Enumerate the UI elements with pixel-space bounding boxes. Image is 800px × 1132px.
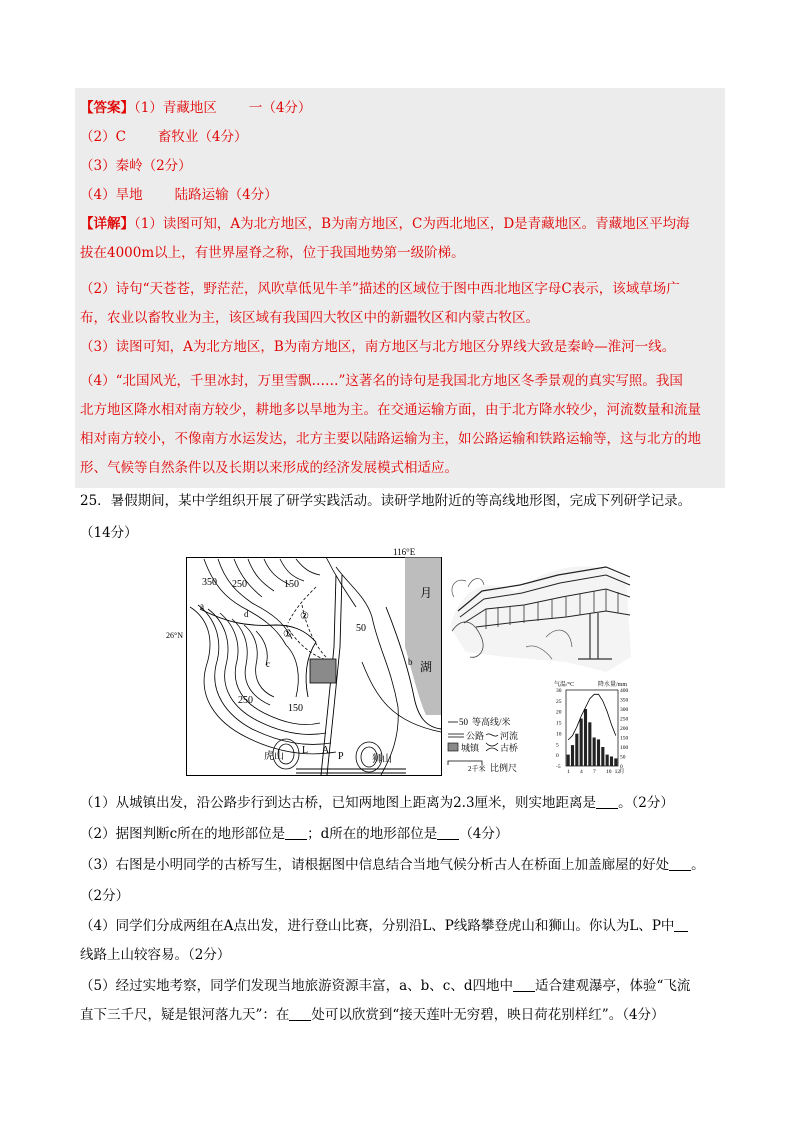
answer-q4b: 陆路运输（4分） xyxy=(174,187,278,203)
temp-tick: 5 xyxy=(556,742,559,749)
detail-p1b: 拔在4000m以上，有世界屋脊之称，位于我国地势第一级阶梯。 xyxy=(80,245,465,261)
subq-3 xyxy=(80,855,705,875)
temp-tick: 0 xyxy=(556,753,559,760)
bridge-sketch xyxy=(450,566,631,672)
subq-5 xyxy=(80,976,690,996)
point-c: c xyxy=(266,659,270,669)
month-tick: 4 xyxy=(580,769,583,775)
point-a: a xyxy=(200,601,204,611)
legend-scale-value: 2千米 xyxy=(468,765,486,773)
label-lat: 26°N xyxy=(166,631,183,640)
answer-line-4 xyxy=(80,185,278,205)
legend-bridge: 古桥 xyxy=(500,743,519,753)
detail-p3: （3）读图可知，A为北方地区，B为南方地区，南方地区与北方地区分界线大致是秦岭—淮河一线。 xyxy=(80,339,676,355)
subq-1 xyxy=(80,793,674,813)
label-250b: 250 xyxy=(238,695,253,706)
answer-tag: 【答案】 xyxy=(80,100,134,116)
temp-tick: 25 xyxy=(556,698,562,705)
subq-4-blank[interactable] xyxy=(674,917,688,932)
subq-1-text: （1）从城镇出发，沿公路步行到达古桥，已知两地图上距离为2.3厘米，则实地距离是 xyxy=(80,795,597,811)
subq-3-score: （2分） xyxy=(80,888,130,904)
precip-tick: 200 xyxy=(620,726,629,732)
subq-3-end: 。 xyxy=(691,857,705,873)
label-P: P xyxy=(338,751,344,762)
detail-p4d: 形、气候等自然条件以及长期以来形成的经济发展模式相适应。 xyxy=(80,460,458,476)
precip-bar-10 xyxy=(606,755,609,766)
detail-p2a: （2）诗句“天苍苍，野茫茫，风吹草低见牛羊”描述的区域位于图中西北地区字母C表示，该域草场广 xyxy=(80,281,680,297)
detail-p1a-text: （1）读图可知，A为北方地区，B为南方地区，C为西北地区，D是青藏地区。青藏地区平均海 xyxy=(134,216,690,232)
subq-2-blank-c[interactable] xyxy=(285,825,307,840)
climate-bars xyxy=(567,709,618,766)
precip-bar-8 xyxy=(597,739,600,766)
temp-tick: 10 xyxy=(556,731,562,738)
label-150a: 150 xyxy=(284,579,299,590)
label-A: A xyxy=(322,745,330,756)
precip-bar-4 xyxy=(580,719,583,767)
question-intro: 25．暑假期间，某中学组织开展了研学实践活动。读研学地附近的等高线地形图，完成下列研学记录。 xyxy=(80,493,692,509)
legend-contour: 等高线/米 xyxy=(472,717,511,727)
subq-3-blank[interactable] xyxy=(669,856,691,871)
figure xyxy=(166,547,634,779)
answer-q1b: 一（4分） xyxy=(248,100,312,116)
temp-tick: -5 xyxy=(556,764,561,770)
detail-p4a: （4）“北国风光，千里冰封，万里雪飘……”这著名的诗句是我国北方地区冬季景观的真实写照。我国 xyxy=(80,373,683,389)
legend-river: 河流 xyxy=(500,731,519,741)
precip-tick: 300 xyxy=(620,707,629,713)
legend-50: 50 xyxy=(459,717,468,727)
climate-chart xyxy=(554,680,629,775)
precip-bar-6 xyxy=(588,722,591,766)
subq-4-cont: 线路上山较容易。（2分） xyxy=(80,947,231,963)
answer-q2b: 畜牧业（4分） xyxy=(157,129,248,145)
precip-bar-11 xyxy=(610,757,613,767)
precip-bar-2 xyxy=(571,745,574,766)
label-yue: 月 xyxy=(420,586,433,600)
detail-p4c: 相对南方较小，不像南方水运发达，北方主要以陆路运输为主，如公路运输和铁路运输等，这与北方的地 xyxy=(80,431,701,447)
precip-tick: 250 xyxy=(620,716,629,723)
answer-line-2 xyxy=(80,127,248,147)
answer-q1: （1）青藏地区 xyxy=(134,100,217,116)
point-d: d xyxy=(244,609,249,619)
subq-5-text-d: 处可以欣赏到“接天莲叶无穷碧，映日荷花别样红”。（4分） xyxy=(311,1007,665,1023)
mark-2: ② xyxy=(300,611,309,622)
precip-tick: 100 xyxy=(620,745,629,751)
precip-bar-5 xyxy=(584,709,587,766)
legend-town: 城镇 xyxy=(461,743,480,753)
map-legend xyxy=(448,716,518,773)
climate-precip-label: 降水量/mm xyxy=(598,682,628,688)
subq-5-blank-1[interactable] xyxy=(513,977,535,992)
precip-tick: 150 xyxy=(620,735,629,742)
subq-4-text: （4）同学们分成两组在A点出发，进行登山比赛，分别沿L、P线路攀登虎山和狮山。你认为L、P中 xyxy=(80,918,675,934)
detail-tag: 【详解】 xyxy=(80,216,134,232)
temp-tick: 15 xyxy=(556,720,562,727)
subq-2-blank-d[interactable] xyxy=(437,825,459,840)
label-150b: 150 xyxy=(288,703,303,714)
precip-bar-1 xyxy=(567,755,570,766)
label-L: L xyxy=(302,745,309,756)
label-50: 50 xyxy=(356,623,366,634)
answer-q4: （4）旱地 xyxy=(80,187,143,203)
subq-5-text-c: 直下三千尺，疑是银河落九天”：在 xyxy=(80,1007,290,1023)
answer-line-1 xyxy=(80,98,311,118)
subq-1-score: 。（2分） xyxy=(618,795,674,811)
precip-tick: 400 xyxy=(620,688,629,694)
precip-bar-12 xyxy=(614,758,617,766)
answer-q3: （3）秦岭（2分） xyxy=(80,158,192,174)
label-lon: 116°E xyxy=(393,547,416,557)
label-hu: 湖 xyxy=(420,660,433,674)
subq-1-blank[interactable] xyxy=(596,794,618,809)
legend-road: 公路 xyxy=(466,731,485,741)
month-tick: 7 xyxy=(593,769,596,775)
town-block xyxy=(310,659,336,683)
label-lion-mountain: 狮山 xyxy=(372,754,392,765)
precip-bar-9 xyxy=(601,747,604,766)
subq-5-text: （5）经过实地考察，同学们发现当地旅游资源丰富，a、b、c、d四地中 xyxy=(80,978,513,994)
detail-p2b: 布，农业以畜牧业为主，该区域有我国四大牧区中的新疆牧区和内蒙古牧区。 xyxy=(80,310,539,326)
point-b: b xyxy=(408,657,413,667)
precip-tick: 0 xyxy=(620,764,623,770)
label-tiger-mountain: 虎山 xyxy=(264,751,284,762)
subq-5-cont xyxy=(80,1005,665,1025)
precip-tick: 50 xyxy=(620,754,626,761)
subq-5-text-b: 适合建观瀑亭，体验“飞流 xyxy=(534,978,691,994)
precip-bar-3 xyxy=(575,734,578,766)
month-tick: 12 xyxy=(614,769,621,775)
legend-scale: 比例尺 xyxy=(490,763,518,773)
detail-p1a xyxy=(80,214,690,234)
month-label: 月 xyxy=(619,769,625,775)
label-250a: 250 xyxy=(232,579,247,590)
subq-2-score: （4分） xyxy=(459,826,509,842)
month-tick: 10 xyxy=(606,769,612,775)
subq-2 xyxy=(80,824,508,844)
subq-3-text: （3）右图是小明同学的古桥写生，请根据图中信息结合当地气候分析古人在桥面上加盖廊屋的好处 xyxy=(80,857,670,873)
subq-2-text-b: ；d所在的地形部位是 xyxy=(307,826,438,842)
detail-p4b: 北方地区降水相对南方较少，耕地多以旱地为主。在交通运输方面，由于北方降水较少，河流数量和流量 xyxy=(80,402,701,418)
answer-q2: （2）C xyxy=(80,129,126,145)
temp-tick: 30 xyxy=(556,688,562,694)
climate-temp-line xyxy=(568,694,616,740)
mark-1: ① xyxy=(283,629,292,640)
climate-temp-label: 气温/°C xyxy=(554,682,575,688)
subq-2-text: （2）据图判断c所在的地形部位是 xyxy=(80,826,286,842)
month-tick: 1 xyxy=(567,769,570,775)
subq-4 xyxy=(80,916,688,936)
precip-bar-7 xyxy=(593,738,596,767)
label-350: 350 xyxy=(202,577,217,588)
question-score: （14分） xyxy=(80,525,138,541)
temp-tick: 20 xyxy=(556,709,562,716)
subq-5-blank-2[interactable] xyxy=(289,1006,311,1021)
precip-tick: 350 xyxy=(620,697,629,704)
